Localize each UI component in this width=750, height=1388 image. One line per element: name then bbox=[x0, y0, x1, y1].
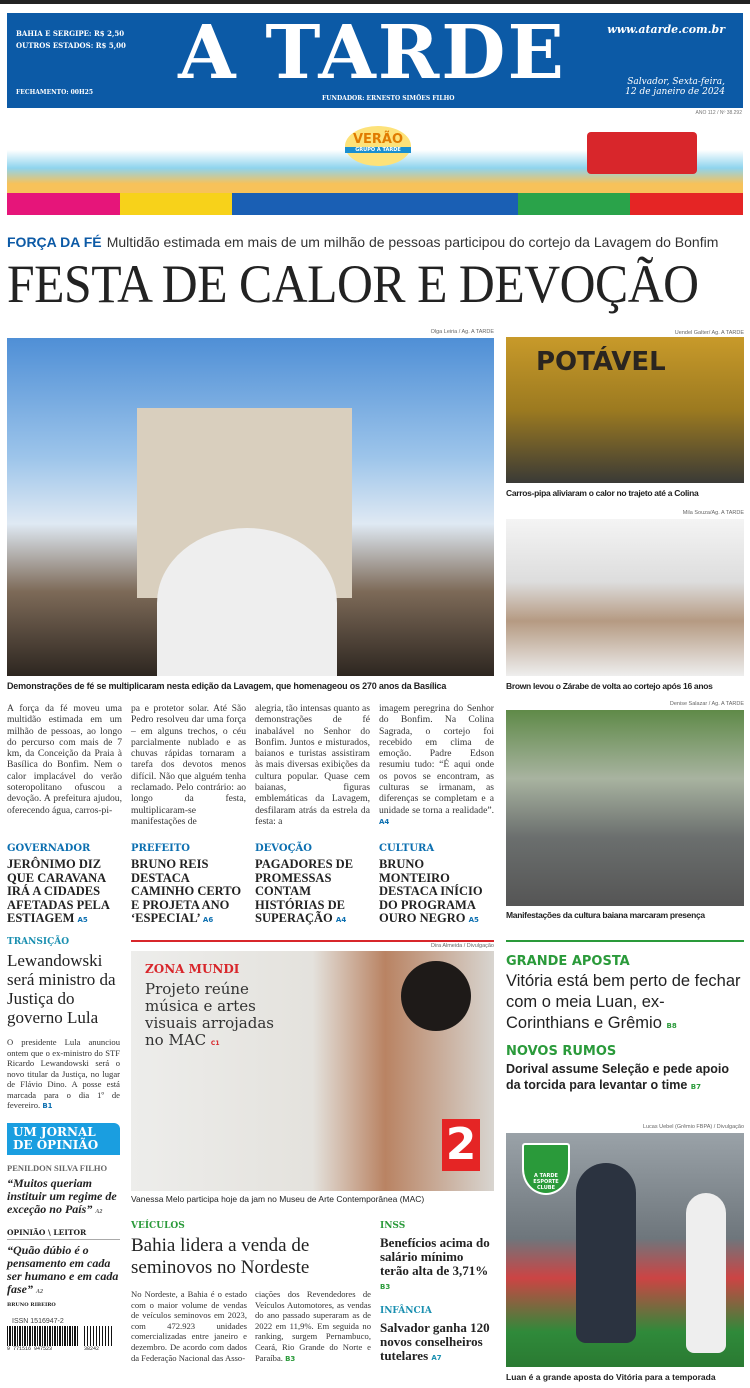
body-column: A força da fé moveu uma multidão estimada em um milhão de pessoas, ao longo do percurso com mais de 7 km, da Conceição da Praia à Basílica do Bonfim. Nem o calor implacável do verão soteropolitano ofuscou a devoção. A prefeitura ajudou, oferecendo água, carros-pi- bbox=[7, 703, 122, 816]
photo-credit: Olga Leiria / Ag. A TARDE bbox=[430, 329, 494, 335]
lead-kicker bbox=[7, 233, 718, 250]
lead-headline: FESTA DE CALOR E DEVOÇÃO bbox=[7, 254, 699, 314]
page-ref[interactable]: A4 bbox=[379, 817, 390, 826]
lead-caption: Demonstrações de fé se multiplicaram nesta edição da Lavagem, que homenageou os 270 anos da Basílica bbox=[7, 681, 447, 691]
section-2-badge: 2 bbox=[442, 1119, 480, 1171]
photo-credit: Mila Souza/Ag. A TARDE bbox=[682, 510, 744, 516]
sports-stories bbox=[506, 954, 744, 1093]
barcode-bars bbox=[7, 1326, 79, 1346]
sports-headline: Dorival assume Seleção e pede apoio da torcida para levantar o time bbox=[506, 1062, 730, 1092]
culture-headline: Projeto reúne música e artes visuais arrojadas no MAC bbox=[145, 980, 274, 1049]
sports-section: NOVOS RUMOS bbox=[506, 1044, 617, 1059]
vehicles-headline: Bahia lidera a venda de seminovos no Nordeste bbox=[131, 1235, 310, 1278]
page-ref[interactable]: A2 bbox=[95, 1208, 103, 1215]
sports-section: GRANDE APOSTA bbox=[506, 954, 630, 969]
place-date bbox=[625, 77, 725, 97]
vehicles-story bbox=[131, 1221, 371, 1363]
brief-headline: PAGADORES DE PROMESSAS CONTAM HISTÓRIAS DE SUPERAÇÃO bbox=[255, 857, 354, 925]
brief[interactable] bbox=[131, 843, 246, 926]
newspaper-logo: A TARDE bbox=[178, 10, 566, 96]
place-date-line1: Salvador, Sexta-feira, bbox=[627, 77, 725, 87]
place-date-line2: 12 de janeiro de 2024 bbox=[625, 87, 725, 97]
infancia-headline: Salvador ganha 120 novos conselheiros tutelares bbox=[380, 1320, 490, 1363]
barcode-addon bbox=[84, 1326, 114, 1346]
reader-label: OPINIÃO \ LEITOR bbox=[7, 1228, 120, 1240]
photo-caption: Manifestações da cultura baiana marcaram presença bbox=[506, 910, 705, 920]
culture-photo[interactable] bbox=[131, 951, 494, 1191]
photo-credit: Dira Almeida / Divulgação bbox=[431, 943, 494, 949]
brief[interactable] bbox=[379, 843, 494, 926]
inss-headline: Benefícios acima do salário mínimo terão alta de 3,71% bbox=[380, 1235, 490, 1278]
brief-headline: BRUNO MONTEIRO DESTACA INÍCIO DO PROGRAMA OURO NEGRO bbox=[379, 857, 483, 925]
page-ref[interactable]: A4 bbox=[335, 916, 347, 924]
trio-eletrico-illustration bbox=[587, 132, 697, 174]
left-section: TRANSIÇÃO bbox=[7, 937, 70, 947]
opinion-box: UM JORNAL DE OPINIÃO bbox=[7, 1123, 120, 1155]
infancia-section: INFÂNCIA bbox=[380, 1306, 432, 1316]
barcode-addon-number: 38242 bbox=[84, 1345, 100, 1352]
culture-section: ZONA MUNDI bbox=[145, 962, 240, 976]
color-bars bbox=[7, 193, 743, 215]
page-ref[interactable]: A7 bbox=[431, 1354, 442, 1362]
photo-caption: Luan é a grande aposta do Vitória para a temporada bbox=[506, 1372, 716, 1382]
vehicles-section: VEÍCULOS bbox=[131, 1221, 185, 1231]
brown-photo bbox=[506, 519, 744, 676]
hair-illustration bbox=[401, 961, 471, 1031]
page-ref[interactable]: B8 bbox=[666, 1022, 677, 1030]
columnist-quote: “Muitos queriam instituir um regime de exceção no País” bbox=[7, 1175, 117, 1216]
color-bar bbox=[120, 193, 233, 215]
barcode bbox=[7, 1326, 120, 1346]
brief-section: PREFEITO bbox=[131, 843, 191, 854]
body-column: No Nordeste, a Bahia é o estado com o maior volume de vendas de veículos seminovos em 2023, com 472.923 unidades comercializadas entre janeiro e dezembro. De acordo com dados da Federação Nacional das Asso- bbox=[131, 1289, 247, 1363]
player-illustration bbox=[576, 1163, 636, 1343]
summer-banner bbox=[7, 120, 743, 215]
barcode-number: 9 771516 947523 bbox=[7, 1345, 53, 1352]
photo-caption: Brown levou o Zárabe de volta ao cortejo após 16 anos bbox=[506, 681, 713, 691]
page-ref[interactable]: B7 bbox=[690, 1083, 702, 1091]
photo-credit: Uendel Galter/ Ag. A TARDE bbox=[674, 330, 744, 336]
left-column bbox=[7, 937, 120, 1352]
body-column: alegria, tão intensas quanto as demonstrações de fé inabalável no Senhor do Bonfim. Juntos e misturados, baianos e turistas assistiram às mais diversas exibições da cultura popular. Quase cem baianas, figuras emblemáticas da Lavagem, desfilaram atrás da estrela da festa: a bbox=[255, 703, 370, 827]
truck-text: POTÁVEL bbox=[536, 347, 666, 377]
price-other: OUTROS ESTADOS: R$ 5,00 bbox=[16, 41, 126, 50]
brief-section: GOVERNADOR bbox=[7, 843, 91, 854]
page-ref[interactable]: A5 bbox=[77, 916, 88, 924]
reader-quote: “Quão dúbio é o pensamento em cada ser humano e em cada fase” bbox=[7, 1242, 119, 1296]
page-ref[interactable]: C1 bbox=[210, 1040, 220, 1047]
reader-name: BRUNO RIBEIRO bbox=[7, 1301, 56, 1308]
color-bar bbox=[630, 193, 743, 215]
closing-time: FECHAMENTO: 00H25 bbox=[16, 89, 93, 96]
website-link[interactable]: www.atarde.com.br bbox=[607, 23, 725, 36]
briefs-row bbox=[7, 843, 494, 926]
photo-caption: Carros-pipa aliviaram o calor no trajeto até a Colina bbox=[506, 488, 699, 498]
masthead bbox=[7, 10, 743, 108]
color-bar bbox=[518, 193, 631, 215]
crowd-illustration bbox=[157, 528, 337, 676]
brief[interactable] bbox=[255, 843, 370, 926]
section-rule bbox=[506, 940, 744, 942]
top-rule bbox=[0, 0, 750, 4]
columnist-name: PENILDON SILVA FILHO bbox=[7, 1162, 108, 1173]
brief-headline: JERÔNIMO DIZ QUE CARAVANA IRÁ A CIDADES AFETADAS PELA ESTIAGEM bbox=[7, 857, 110, 925]
page-ref[interactable]: A6 bbox=[202, 916, 214, 924]
price-bahia: BAHIA E SERGIPE: R$ 2,50 bbox=[16, 29, 125, 38]
section-rule bbox=[131, 940, 494, 942]
issn: ISSN 1516947-2 bbox=[12, 1317, 64, 1325]
photo-credit: Denise Salazar / Ag. A TARDE bbox=[669, 701, 744, 707]
page-ref[interactable]: B1 bbox=[42, 1102, 53, 1110]
edition-number: ANO 112 / Nº 38.292 bbox=[695, 110, 742, 116]
page-ref[interactable]: A5 bbox=[468, 916, 479, 924]
esporte-clube-logo: A TARDE ESPORTE CLUBE bbox=[522, 1143, 570, 1195]
color-bar bbox=[232, 193, 517, 215]
water-truck-photo bbox=[506, 337, 744, 483]
body-column: ciações dos Revendedores de Veículos Automotores, as vendas do ano passado superaram as de 2022 em 11,9%. Em seguida no ranking, surgem Pernambuco, Ceará, Rio Grande do Norte e Paraíba. bbox=[255, 1289, 371, 1363]
body-column: pa e protetor solar. Até São Pedro resolveu dar uma força – em alguns trechos, o céu parcialmente nublado e as chuvas rápidas tornaram a tarefa dos devotos menos difícil. Não que alguém tenha reclamado. Pelo contrário: ao longo da festa, multiplicaram-se manifestações de bbox=[131, 703, 246, 827]
color-bar bbox=[7, 193, 120, 215]
sports-headline: Vitória está bem perto de fechar com o meia Luan, ex-Corinthians e Grêmio bbox=[506, 972, 741, 1032]
capoeira-photo bbox=[506, 710, 744, 906]
lead-body bbox=[7, 703, 494, 827]
brief-section: CULTURA bbox=[379, 843, 435, 854]
photo-caption: Vanessa Melo participa hoje da jam no Museu de Arte Contemporânea (MAC) bbox=[131, 1194, 425, 1204]
sports-photo[interactable] bbox=[506, 1133, 744, 1367]
left-body: O presidente Lula anunciou ontem que o ex-ministro do STF Ricardo Lewandowski será o novo titular da Justiça, no lugar de Flávio Dino. A posse está marcada para o dia 1º de fevereiro. bbox=[7, 1037, 120, 1110]
kicker-label: FORÇA DA FÉ bbox=[7, 234, 102, 250]
page-ref[interactable]: B3 bbox=[380, 1283, 391, 1291]
founder: FUNDADOR: ERNESTO SIMÕES FILHO bbox=[322, 95, 455, 102]
page-ref[interactable]: A2 bbox=[36, 1288, 44, 1295]
opponent-illustration bbox=[686, 1193, 726, 1353]
photo-credit: Lucas Uebel (Grêmio FBPA) / Divulgação bbox=[642, 1124, 744, 1130]
brief-section: DEVOÇÃO bbox=[255, 843, 313, 854]
verao-logo-title: VERÃO bbox=[352, 132, 404, 147]
verao-logo bbox=[345, 126, 411, 166]
inss-section: INSS bbox=[380, 1221, 406, 1231]
lead-photo bbox=[7, 338, 494, 676]
page-ref[interactable]: B3 bbox=[285, 1354, 296, 1363]
body-column: imagem peregrina do Senhor do Bonfim. Na Colina Sagrada, o cortejo foi recebido em clima de emoção. Padre Edson resumiu tudo: “É aqui onde os povos se encontram, as culturas se irmanam, as diferenças se completam e a unidade se torna a realidade”. bbox=[379, 703, 494, 816]
brief-headline: BRUNO REIS DESTACA CAMINHO CERTO E PROJETA ANO ‘ESPECIAL’ bbox=[131, 857, 242, 925]
brief[interactable] bbox=[7, 843, 122, 926]
kicker-text: Multidão estimada em mais de um milhão de pessoas participou do cortejo da Lavagem do Bonfim bbox=[106, 234, 719, 250]
left-headline: Lewandowski será ministro da Justiça do governo Lula bbox=[7, 951, 116, 1027]
verao-logo-subtitle: GRUPO A TARDE bbox=[345, 147, 411, 153]
inss-story bbox=[380, 1221, 494, 1363]
